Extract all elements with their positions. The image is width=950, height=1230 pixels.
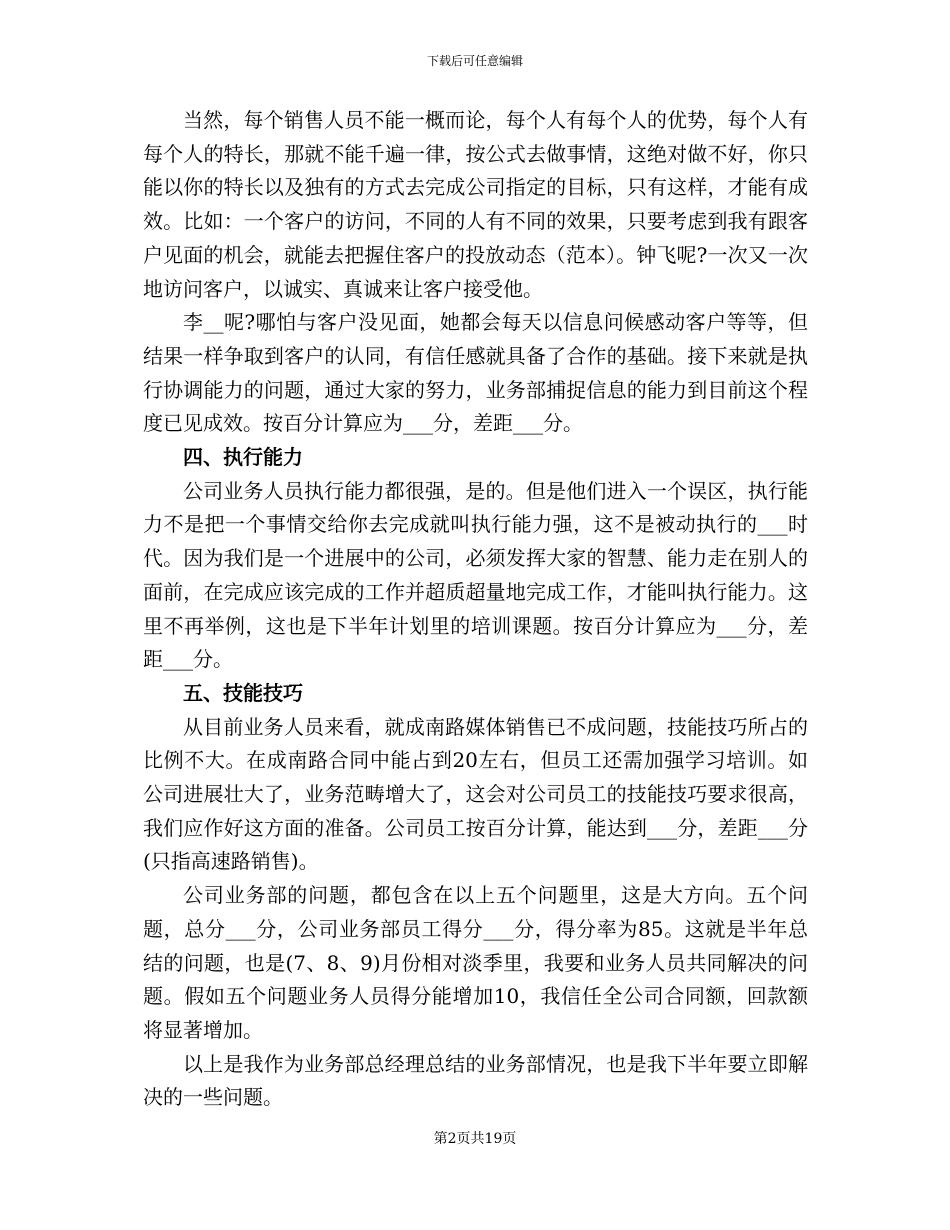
body-content [143,104,808,1115]
paragraph-3: 公司业务人员执行能力都很强，是的。但是他们进入一个误区，执行能力不是把一个事情交给你去完成就叫执行能力强，这不是被动执行的___时代。因为我们是一个进展中的公司，必须发挥大家的智慧、能力走在别人的面前，在完成应该完成的工作并超质超量地完成工作，才能叫执行能力。这里不再举例，这也是下半年计划里的培训课题。按百分计算应为___分，差距___分。 [143,478,808,672]
page-footer: 第2页共19页 [433,1131,517,1147]
paragraph-2: 李__呢?哪怕与客户没见面，她都会每天以信息问候感动客户等等，但结果一样争取到客户的认同，有信任感就具备了合作的基础。接下来就是执行协调能力的问题，通过大家的努力，业务部捕捉信息的能力到目前这个程度已见成效。按百分计算应为___分，差距___分。 [143,310,808,436]
paragraph-4: 从目前业务人员来看，就成南路媒体销售已不成问题，技能技巧所占的比例不大。在成南路合同中能占到20左右，但员工还需加强学习培训。如公司进展壮大了，业务范畴增大了，这会对公司员工的技能技巧要求很高，我们应作好这方面的准备。公司员工按百分计算，能达到___分，差距___分(只指高速路销售)。 [143,714,808,874]
section-heading-5: 五、技能技巧 [183,680,303,705]
paragraph-6: 以上是我作为业务部总经理总结的业务部情况，也是我下半年要立即解决的一些问题。 [143,1051,808,1110]
paragraph-5: 公司业务部的问题，都包含在以上五个问题里，这是大方向。五个问题，总分___分，公司业务部员工得分___分，得分率为85。这就是半年总结的问题，也是(7、8、9)月份相对淡季里，我要和业务人员共同解决的问题。假如五个问题业务人员得分能增加10，我信任全公司合同额，回款额将显著增加。 [143,883,808,1042]
page-header: 下载后可任意编辑 [426,54,523,68]
paragraph-1: 当然，每个销售人员不能一概而论，每个人有每个人的优势，每个人有每个人的特长，那就不能千遍一律，按公式去做事情，这绝对做不好，你只能以你的特长以及独有的方式去完成公司指定的目标，只有这样，才能有成效。比如：一个客户的访问，不同的人有不同的效果，只要考虑到我有跟客户见面的机会，就能去把握住客户的投放动态（范本）。钟飞呢?一次又一次地访问客户，以诚实、真诚来让客户接受他。 [143,108,808,301]
section-heading-4: 四、执行能力 [183,445,303,470]
